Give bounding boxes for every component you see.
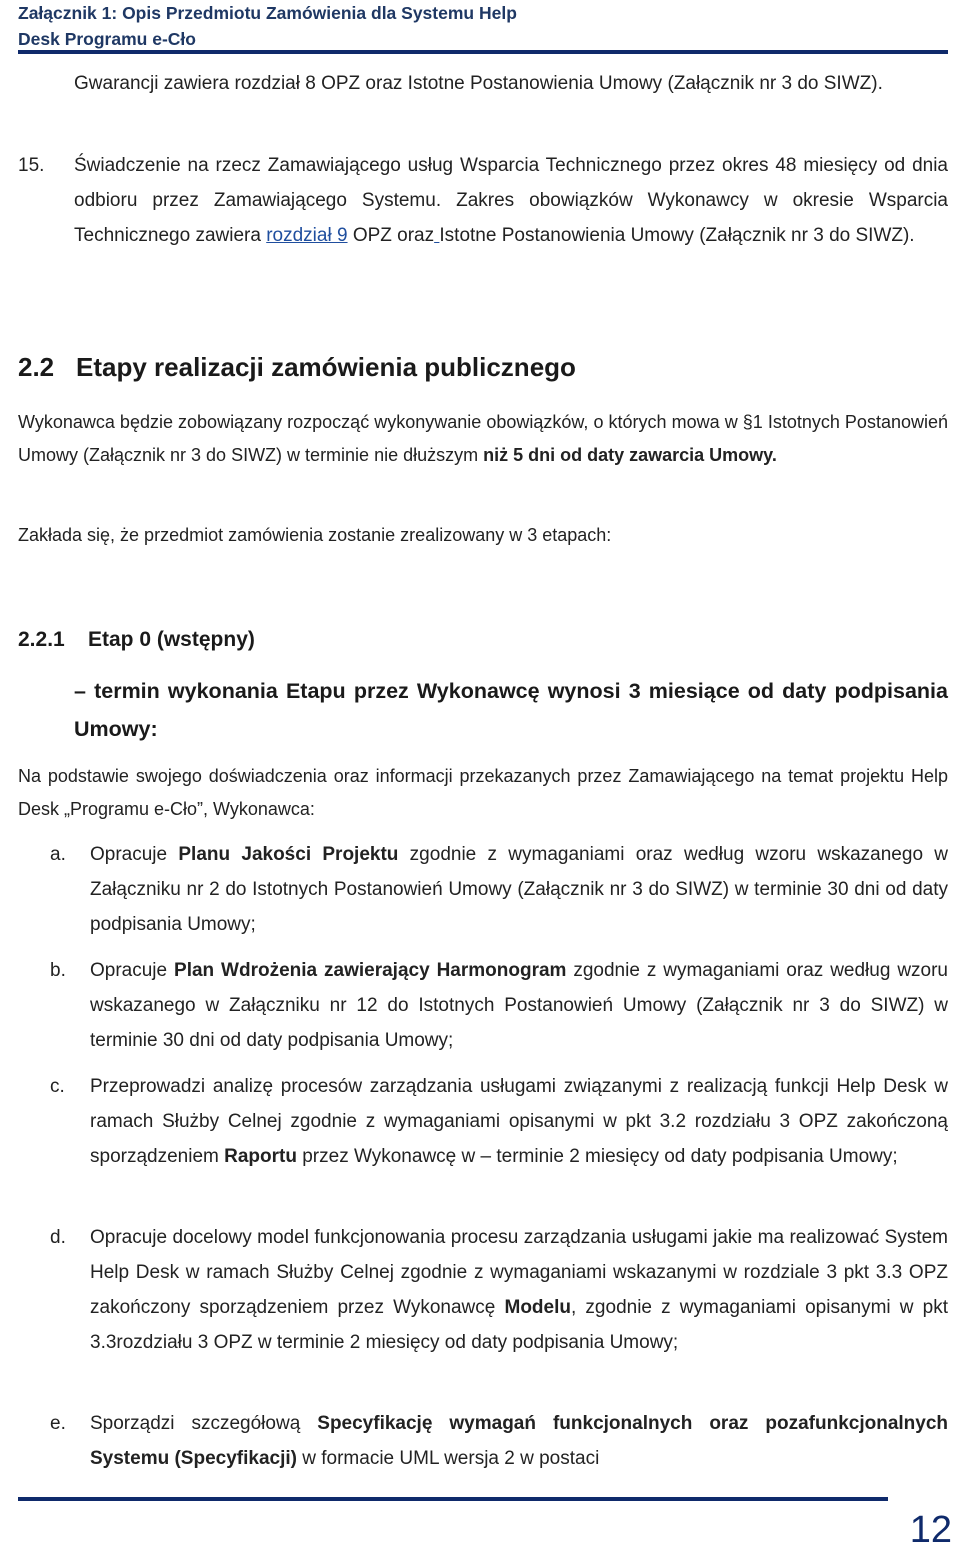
intro-continuation: Gwarancji zawiera rozdział 8 OPZ oraz Istotne Postanowienia Umowy (Załącznik nr 3 do SIWZ). (74, 73, 883, 94)
section-paragraph-2: Zakłada się, że przedmiot zamówienia zostanie zrealizowany w 3 etapach: (18, 525, 612, 545)
item-b-text-2: zgodnie z wymaganiami oraz według wzoru wskazanego w Załączniku nr 12 do Istotnych Postanowień Umowy (Załącznik nr 3 do SIWZ) w terminie 30 dni od daty podpisania Umowy; (90, 960, 948, 1051)
item-d-text (90, 1220, 948, 1360)
page-header (18, 0, 948, 52)
item-e-text (90, 1406, 948, 1476)
item-e-bold: Specyfikację wymagań funkcjonalnych oraz pozafunkcjonalnych Systemu (Specyfikacji) (90, 1413, 949, 1469)
subsection-number: 2.2.1 (18, 628, 65, 651)
subsection-heading (18, 622, 255, 658)
item-d-label: d. (50, 1227, 66, 1248)
item-b-bold: Plan Wdrożenia zawierający Harmonogram (174, 960, 567, 981)
item-15-text-a: Świadczenie na rzecz Zamawiającego usług Wsparcia Technicznego przez okres 48 miesięcy od dnia odbioru przez Zamawiającego Systemu. Zakres obowiązków Wykonawcy w okresie Wsparcia Technicznego zawiera (74, 155, 948, 246)
page-number: 12 (909, 1509, 952, 1551)
section-paragraph-1-bold: niż 5 dni od daty zawarcia Umowy. (483, 445, 777, 465)
header-rule (18, 50, 948, 54)
item-b-text-1: Opracuje (90, 960, 175, 981)
item-a-text (90, 837, 948, 942)
item-d-text-2: , zgodnie z wymaganiami opisanymi w pkt 3.3rozdziału 3 OPZ w terminie 2 miesięcy od daty podpisania Umowy; (90, 1297, 948, 1353)
item-c-text-1: Przeprowadzi analizę procesów zarządzania usługami związanymi z realizacją funkcji Help Desk w ramach Służby Celnej zgodnie z wymaganiami opisanymi w pkt 3.2 rozdziału 3 OPZ zakończoną sporządzeniem (90, 1076, 948, 1167)
item-c-text-2: przez Wykonawcę w – terminie 2 miesięcy od daty podpisania Umowy; (296, 1146, 898, 1167)
item-15-text (74, 148, 948, 253)
item-a-label: a. (50, 844, 66, 865)
subsection-title: Etap 0 (wstępny) (88, 628, 255, 651)
item-e-text-1: Sporządzi szczegółową (90, 1413, 318, 1434)
item-d-bold: Modelu (504, 1297, 571, 1318)
item-b-text (90, 953, 948, 1058)
item-e-text-2: w formacie UML wersja 2 w postaci (296, 1448, 600, 1469)
item-15-text-b: OPZ oraz (347, 225, 435, 246)
stage-term: – termin wykonania Etapu przez Wykonawcę wynosi 3 miesiące od daty podpisania Umowy: (74, 679, 948, 741)
header-title-line-2: Desk Programu e-Cło (18, 29, 196, 49)
rozdzial-9-link[interactable]: rozdział 9 (266, 225, 348, 246)
header-title-line-1: Załącznik 1: Opis Przedmiotu Zamówienia dla Systemu Help (18, 3, 517, 23)
item-d-text-1: Opracuje docelowy model funkcjonowania procesu zarządzania usługami jakie ma realizować System Help Desk w ramach Służby Celnej zgodnie z wymaganiami wskazanymi w rozdziale 3 pkt 3.3 OPZ zakończony sporządzeniem przez Wykonawcę (90, 1227, 948, 1318)
item-15-number: 15. (18, 155, 45, 176)
item-c-text (90, 1069, 948, 1174)
section-title: Etapy realizacji zamówienia publicznego (76, 352, 576, 382)
item-c-bold: Raportu (224, 1146, 297, 1167)
item-c-label: c. (50, 1076, 65, 1097)
footer-rule (18, 1497, 888, 1501)
section-paragraph-1-text: Wykonawca będzie zobowiązany rozpocząć wykonywanie obowiązków, o których mowa w §1 Istotnych Postanowień Umowy (Załącznik nr 3 do SIWZ) w terminie nie dłuższym (18, 412, 948, 465)
section-paragraph-1 (18, 406, 948, 472)
item-a-text-2: zgodnie z wymaganiami oraz według wzoru wskazanego w Załączniku nr 2 do Istotnych Postanowień Umowy (Załącznik nr 3 do SIWZ) w terminie 30 dni od daty podpisania Umowy; (90, 844, 949, 935)
item-15-text-c: Istotne Postanowienia Umowy (Załącznik nr 3 do SIWZ). (439, 225, 915, 246)
section-number: 2.2 (18, 352, 55, 382)
item-b-label: b. (50, 960, 66, 981)
subsection-intro: Na podstawie swojego doświadczenia oraz informacji przekazanych przez Zamawiającego na temat projektu Help Desk „Programu e-Cło”, Wykonawca: (18, 766, 948, 819)
item-a-bold: Planu Jakości Projektu (178, 844, 399, 865)
item-e-label: e. (50, 1413, 66, 1434)
section-heading (18, 347, 576, 387)
item-a-text-1: Opracuje (90, 844, 179, 865)
